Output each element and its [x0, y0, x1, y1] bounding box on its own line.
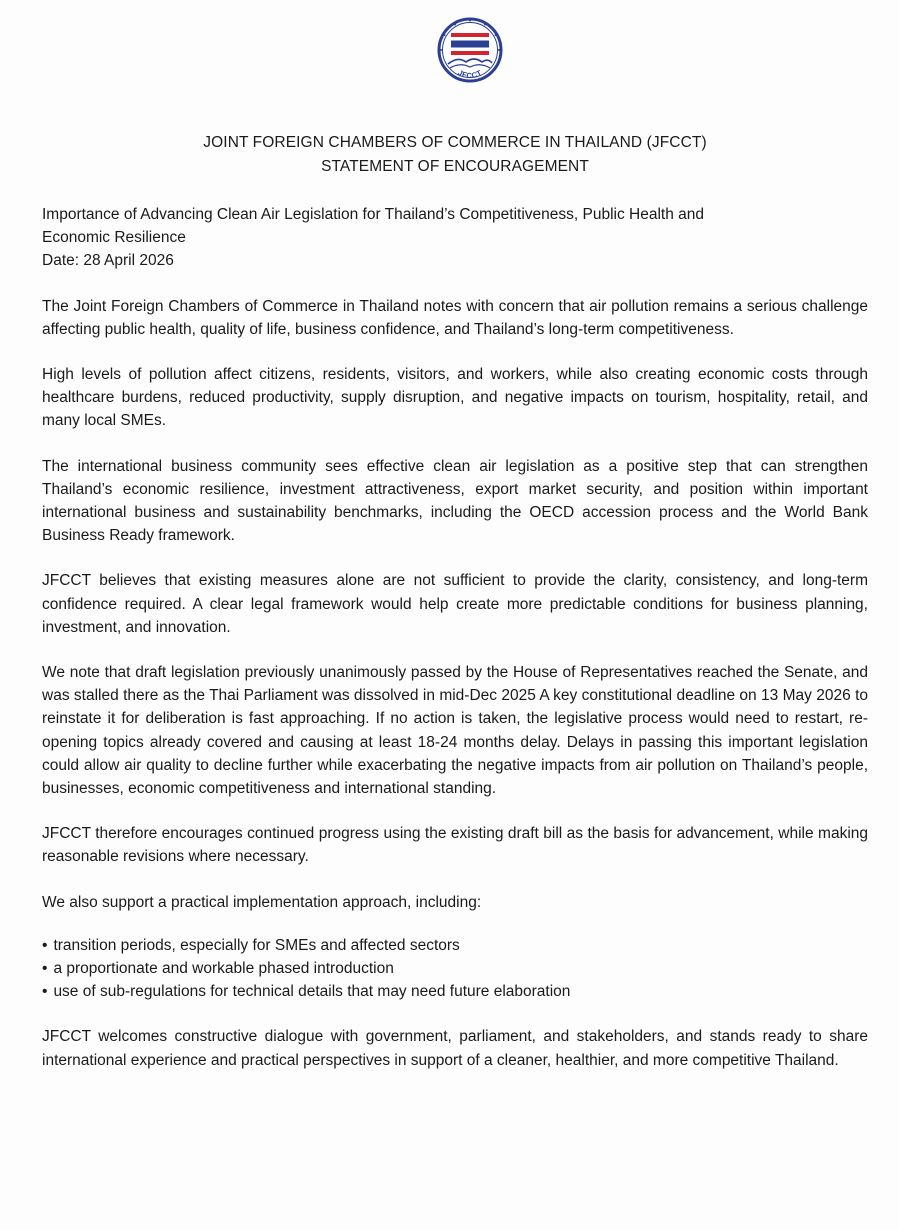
list-item — [42, 934, 868, 957]
implementation-list — [42, 934, 868, 1004]
subject-line-1: Importance of Advancing Clean Air Legislation for Thailand’s Competitiveness, Public Health and — [42, 206, 705, 223]
bullet-icon: • — [42, 983, 48, 1001]
list-item — [42, 980, 868, 1003]
list-item-text: a proportionate and workable phased introduction — [53, 960, 394, 978]
document-body — [42, 203, 868, 1094]
subject-block — [42, 203, 868, 273]
list-item-text: use of sub-regulations for technical details that may need future elaboration — [53, 983, 571, 1001]
heading-line-1: JOINT FOREIGN CHAMBERS OF COMMERCE IN THAILAND (JFCCT) — [203, 134, 707, 151]
logo-text: JFCCT — [456, 67, 484, 81]
paragraph-draft-legislation: We note that draft legislation previously unanimously passed by the House of Representatives reached the Senate, and was stalled there as the Thai Parliament was dissolved in mid-Dec 2025 A key constitutional deadline on 13 May 2026 to reinstate it for deliberation is fast approaching. If no action is taken, the legislative process would need to restart, re-opening topics already covered and causing at least 18-24 months delay. Delays in passing this important legislation could allow air quality to decline further while exacerbating the negative impacts from air pollution on Thailand’s people, businesses, economic competitiveness and international standing. — [42, 664, 868, 798]
heading-line-2: STATEMENT OF ENCOURAGEMENT — [321, 158, 589, 175]
subject-line-2: Economic Resilience — [42, 229, 186, 247]
paragraph-legal-framework: JFCCT believes that existing measures alone are not sufficient to provide the clarity, consistency, and long-term confidence required. A clear legal framework would help create more predictable conditions for business planning, investment, and innovation. — [42, 572, 868, 636]
jfcct-seal-logo — [436, 16, 504, 92]
bullet-icon: • — [42, 960, 48, 978]
paragraph-implementation-intro: We also support a practical implementation approach, including: — [42, 893, 482, 911]
paragraph-encourages-progress: JFCCT therefore encourages continued progress using the existing draft bill as the basis for advancement, while making reasonable revisions where necessary. — [42, 825, 868, 866]
paragraph-closing: JFCCT welcomes constructive dialogue with government, parliament, and stakeholders, and stands ready to share international experience and practical perspectives in support of a cleaner, healthier, and more competitive Thailand. — [42, 1028, 868, 1069]
document-heading — [0, 131, 899, 179]
paragraph-business-community: The international business community sees effective clean air legislation as a positive step that can strengthen Thailand’s economic resilience, investment attractiveness, export market security, and position within important international business and sustainability benchmarks, including the OECD accession process and the World Bank Business Ready framework. — [42, 457, 868, 545]
paragraph-pollution-impacts: High levels of pollution affect citizens, residents, visitors, and workers, while also creating economic costs through healthcare burdens, reduced productivity, supply disruption, and negative impacts on tourism, hospitality, retail, and many local SMEs. — [42, 366, 868, 430]
paragraph-concern: The Joint Foreign Chambers of Commerce in Thailand notes with concern that air pollution remains a serious challenge affecting public health, quality of life, business confidence, and Thailand’s long-term competitiveness. — [42, 297, 868, 338]
statement-date: Date: 28 April 2026 — [42, 252, 174, 270]
bullet-icon: • — [42, 936, 48, 954]
list-item — [42, 957, 868, 980]
list-item-text: transition periods, especially for SMEs and affected sectors — [53, 936, 460, 954]
